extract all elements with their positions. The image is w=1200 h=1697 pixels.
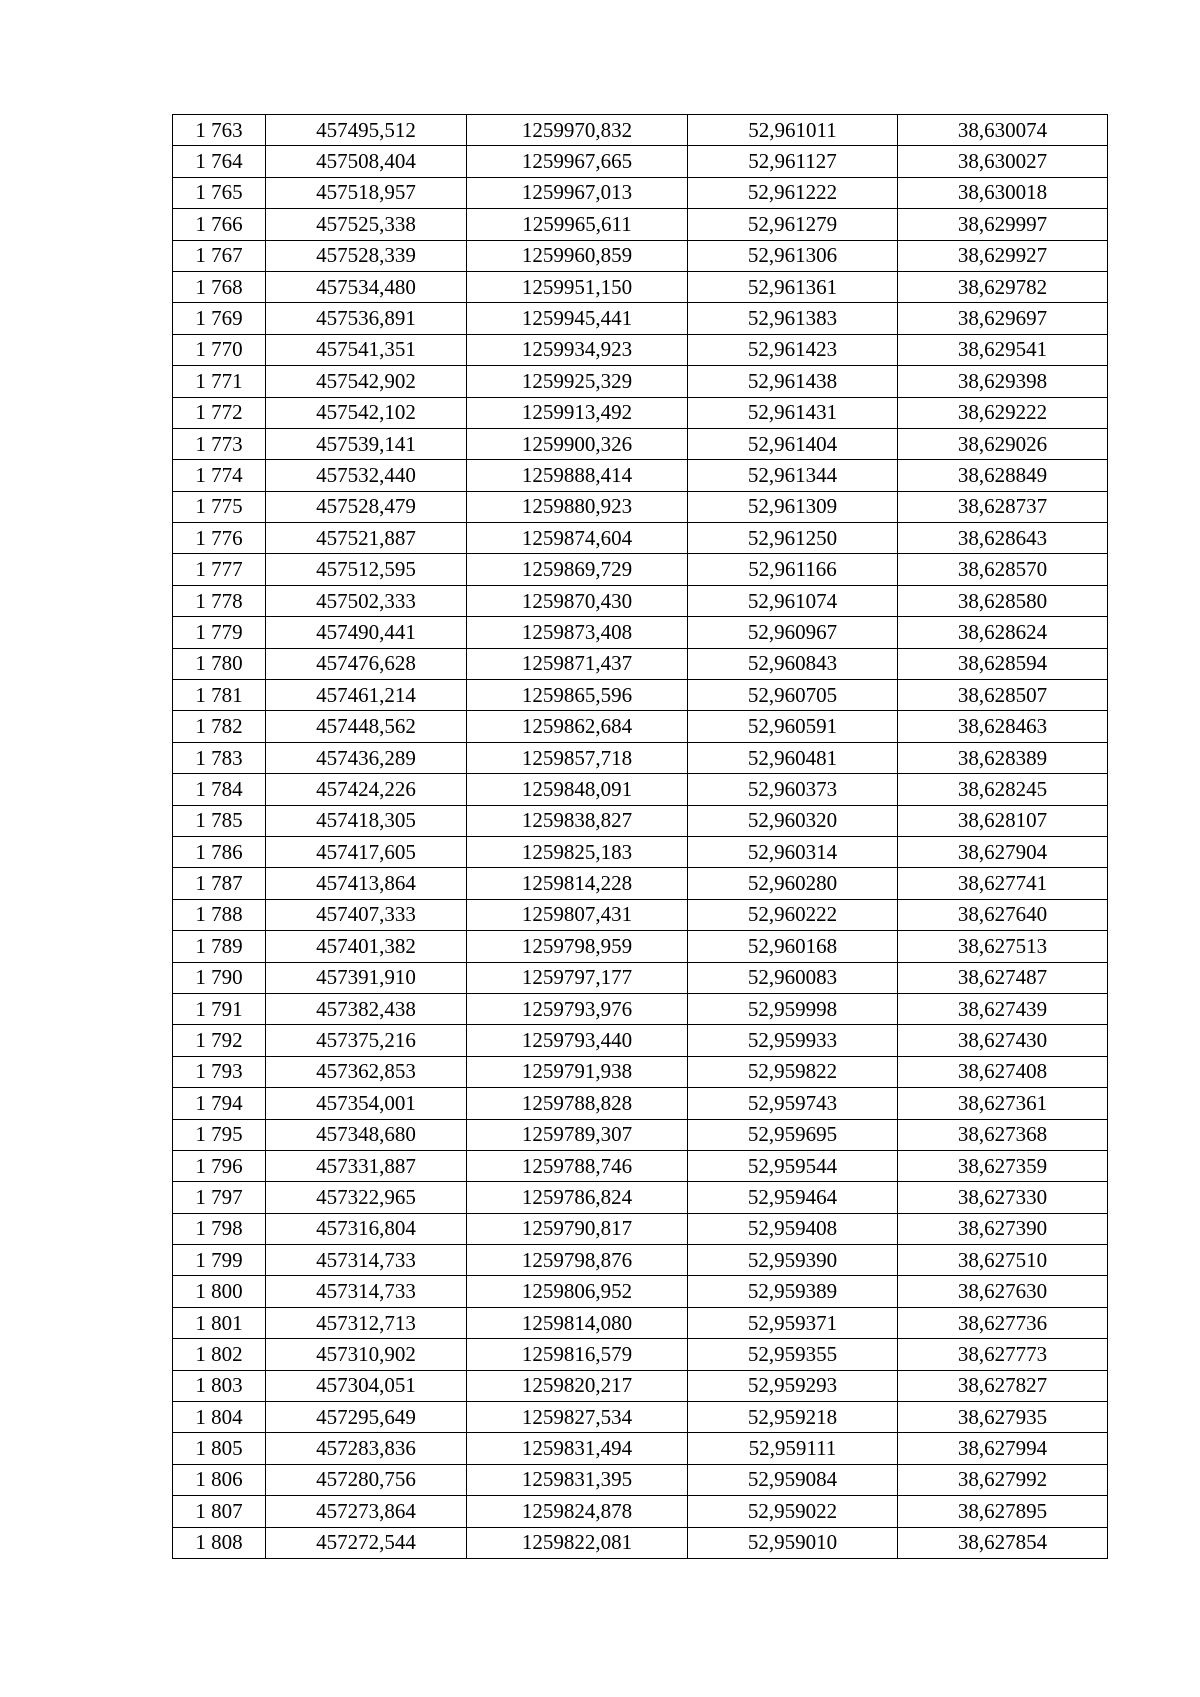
point-number-cell: 1 806 (173, 1464, 266, 1495)
point-number-cell: 1 790 (173, 962, 266, 993)
point-number-cell: 1 765 (173, 177, 266, 208)
x-coordinate-cell: 457418,305 (266, 805, 467, 836)
table-row (173, 334, 1108, 365)
y-coordinate-cell: 1259838,827 (467, 805, 688, 836)
longitude-cell: 38,627487 (898, 962, 1108, 993)
latitude-cell: 52,960168 (688, 931, 898, 962)
point-number-cell: 1 792 (173, 1025, 266, 1056)
point-number-cell: 1 791 (173, 993, 266, 1024)
point-number-cell: 1 780 (173, 648, 266, 679)
x-coordinate-cell: 457314,733 (266, 1245, 467, 1276)
point-number-cell: 1 785 (173, 805, 266, 836)
y-coordinate-cell: 1259790,817 (467, 1213, 688, 1244)
y-coordinate-cell: 1259820,217 (467, 1370, 688, 1401)
latitude-cell: 52,961011 (688, 115, 898, 146)
y-coordinate-cell: 1259862,684 (467, 711, 688, 742)
point-number-cell: 1 805 (173, 1433, 266, 1464)
table-row (173, 1150, 1108, 1181)
latitude-cell: 52,959743 (688, 1088, 898, 1119)
longitude-cell: 38,629697 (898, 303, 1108, 334)
latitude-cell: 52,960481 (688, 742, 898, 773)
x-coordinate-cell: 457310,902 (266, 1339, 467, 1370)
latitude-cell: 52,959218 (688, 1402, 898, 1433)
y-coordinate-cell: 1259806,952 (467, 1276, 688, 1307)
x-coordinate-cell: 457375,216 (266, 1025, 467, 1056)
table-row (173, 617, 1108, 648)
longitude-cell: 38,628643 (898, 523, 1108, 554)
y-coordinate-cell: 1259848,091 (467, 774, 688, 805)
coordinates-table-body (173, 115, 1108, 1559)
table-row (173, 523, 1108, 554)
y-coordinate-cell: 1259970,832 (467, 115, 688, 146)
y-coordinate-cell: 1259827,534 (467, 1402, 688, 1433)
longitude-cell: 38,630027 (898, 146, 1108, 177)
latitude-cell: 52,960280 (688, 868, 898, 899)
longitude-cell: 38,627361 (898, 1088, 1108, 1119)
x-coordinate-cell: 457424,226 (266, 774, 467, 805)
longitude-cell: 38,627773 (898, 1339, 1108, 1370)
y-coordinate-cell: 1259873,408 (467, 617, 688, 648)
point-number-cell: 1 777 (173, 554, 266, 585)
x-coordinate-cell: 457354,001 (266, 1088, 467, 1119)
latitude-cell: 52,959084 (688, 1464, 898, 1495)
x-coordinate-cell: 457273,864 (266, 1496, 467, 1527)
x-coordinate-cell: 457316,804 (266, 1213, 467, 1244)
table-row (173, 460, 1108, 491)
x-coordinate-cell: 457362,853 (266, 1056, 467, 1087)
y-coordinate-cell: 1259793,976 (467, 993, 688, 1024)
longitude-cell: 38,629398 (898, 366, 1108, 397)
latitude-cell: 52,960314 (688, 836, 898, 867)
longitude-cell: 38,627895 (898, 1496, 1108, 1527)
y-coordinate-cell: 1259788,746 (467, 1150, 688, 1181)
longitude-cell: 38,627994 (898, 1433, 1108, 1464)
y-coordinate-cell: 1259951,150 (467, 271, 688, 302)
point-number-cell: 1 795 (173, 1119, 266, 1150)
y-coordinate-cell: 1259807,431 (467, 899, 688, 930)
point-number-cell: 1 776 (173, 523, 266, 554)
latitude-cell: 52,961423 (688, 334, 898, 365)
x-coordinate-cell: 457295,649 (266, 1402, 467, 1433)
latitude-cell: 52,961438 (688, 366, 898, 397)
x-coordinate-cell: 457436,289 (266, 742, 467, 773)
latitude-cell: 52,961404 (688, 428, 898, 459)
y-coordinate-cell: 1259791,938 (467, 1056, 688, 1087)
latitude-cell: 52,959371 (688, 1307, 898, 1338)
point-number-cell: 1 800 (173, 1276, 266, 1307)
latitude-cell: 52,959544 (688, 1150, 898, 1181)
point-number-cell: 1 770 (173, 334, 266, 365)
point-number-cell: 1 769 (173, 303, 266, 334)
table-row (173, 1119, 1108, 1150)
table-row (173, 931, 1108, 962)
table-row (173, 428, 1108, 459)
latitude-cell: 52,961074 (688, 585, 898, 616)
longitude-cell: 38,627510 (898, 1245, 1108, 1276)
latitude-cell: 52,960843 (688, 648, 898, 679)
latitude-cell: 52,961361 (688, 271, 898, 302)
x-coordinate-cell: 457413,864 (266, 868, 467, 899)
longitude-cell: 38,627390 (898, 1213, 1108, 1244)
table-row (173, 1088, 1108, 1119)
latitude-cell: 52,959695 (688, 1119, 898, 1150)
table-row (173, 491, 1108, 522)
table-row (173, 397, 1108, 428)
x-coordinate-cell: 457525,338 (266, 209, 467, 240)
point-number-cell: 1 797 (173, 1182, 266, 1213)
table-row (173, 742, 1108, 773)
table-row (173, 115, 1108, 146)
longitude-cell: 38,628507 (898, 680, 1108, 711)
latitude-cell: 52,960373 (688, 774, 898, 805)
x-coordinate-cell: 457348,680 (266, 1119, 467, 1150)
table-row (173, 1464, 1108, 1495)
y-coordinate-cell: 1259789,307 (467, 1119, 688, 1150)
table-row (173, 1496, 1108, 1527)
x-coordinate-cell: 457461,214 (266, 680, 467, 711)
table-row (173, 554, 1108, 585)
point-number-cell: 1 767 (173, 240, 266, 271)
table-row (173, 1433, 1108, 1464)
table-row (173, 177, 1108, 208)
y-coordinate-cell: 1259831,395 (467, 1464, 688, 1495)
x-coordinate-cell: 457476,628 (266, 648, 467, 679)
latitude-cell: 52,959389 (688, 1276, 898, 1307)
table-row (173, 1370, 1108, 1401)
table-row (173, 868, 1108, 899)
y-coordinate-cell: 1259865,596 (467, 680, 688, 711)
x-coordinate-cell: 457534,480 (266, 271, 467, 302)
x-coordinate-cell: 457312,713 (266, 1307, 467, 1338)
latitude-cell: 52,961222 (688, 177, 898, 208)
x-coordinate-cell: 457304,051 (266, 1370, 467, 1401)
longitude-cell: 38,629997 (898, 209, 1108, 240)
latitude-cell: 52,959355 (688, 1339, 898, 1370)
table-row (173, 836, 1108, 867)
y-coordinate-cell: 1259880,923 (467, 491, 688, 522)
point-number-cell: 1 781 (173, 680, 266, 711)
point-number-cell: 1 794 (173, 1088, 266, 1119)
y-coordinate-cell: 1259831,494 (467, 1433, 688, 1464)
x-coordinate-cell: 457512,595 (266, 554, 467, 585)
point-number-cell: 1 772 (173, 397, 266, 428)
longitude-cell: 38,628737 (898, 491, 1108, 522)
point-number-cell: 1 807 (173, 1496, 266, 1527)
longitude-cell: 38,628389 (898, 742, 1108, 773)
latitude-cell: 52,961309 (688, 491, 898, 522)
point-number-cell: 1 803 (173, 1370, 266, 1401)
y-coordinate-cell: 1259825,183 (467, 836, 688, 867)
table-row (173, 899, 1108, 930)
longitude-cell: 38,628107 (898, 805, 1108, 836)
x-coordinate-cell: 457280,756 (266, 1464, 467, 1495)
y-coordinate-cell: 1259822,081 (467, 1527, 688, 1558)
longitude-cell: 38,627330 (898, 1182, 1108, 1213)
longitude-cell: 38,627368 (898, 1119, 1108, 1150)
x-coordinate-cell: 457283,836 (266, 1433, 467, 1464)
longitude-cell: 38,628624 (898, 617, 1108, 648)
y-coordinate-cell: 1259786,824 (467, 1182, 688, 1213)
longitude-cell: 38,627992 (898, 1464, 1108, 1495)
x-coordinate-cell: 457322,965 (266, 1182, 467, 1213)
longitude-cell: 38,627854 (898, 1527, 1108, 1558)
latitude-cell: 52,960591 (688, 711, 898, 742)
longitude-cell: 38,628463 (898, 711, 1108, 742)
point-number-cell: 1 784 (173, 774, 266, 805)
latitude-cell: 52,960222 (688, 899, 898, 930)
longitude-cell: 38,628849 (898, 460, 1108, 491)
longitude-cell: 38,628570 (898, 554, 1108, 585)
table-row (173, 1339, 1108, 1370)
y-coordinate-cell: 1259814,080 (467, 1307, 688, 1338)
latitude-cell: 52,961431 (688, 397, 898, 428)
table-row (173, 1182, 1108, 1213)
longitude-cell: 38,627741 (898, 868, 1108, 899)
latitude-cell: 52,959293 (688, 1370, 898, 1401)
latitude-cell: 52,960705 (688, 680, 898, 711)
longitude-cell: 38,627430 (898, 1025, 1108, 1056)
y-coordinate-cell: 1259925,329 (467, 366, 688, 397)
point-number-cell: 1 775 (173, 491, 266, 522)
table-row (173, 648, 1108, 679)
table-row (173, 1056, 1108, 1087)
y-coordinate-cell: 1259960,859 (467, 240, 688, 271)
longitude-cell: 38,630018 (898, 177, 1108, 208)
latitude-cell: 52,961166 (688, 554, 898, 585)
point-number-cell: 1 804 (173, 1402, 266, 1433)
table-row (173, 711, 1108, 742)
y-coordinate-cell: 1259967,013 (467, 177, 688, 208)
x-coordinate-cell: 457532,440 (266, 460, 467, 491)
x-coordinate-cell: 457518,957 (266, 177, 467, 208)
point-number-cell: 1 786 (173, 836, 266, 867)
y-coordinate-cell: 1259945,441 (467, 303, 688, 334)
x-coordinate-cell: 457417,605 (266, 836, 467, 867)
point-number-cell: 1 801 (173, 1307, 266, 1338)
table-row (173, 366, 1108, 397)
x-coordinate-cell: 457495,512 (266, 115, 467, 146)
latitude-cell: 52,961306 (688, 240, 898, 271)
y-coordinate-cell: 1259816,579 (467, 1339, 688, 1370)
coordinates-table (172, 114, 1108, 1559)
x-coordinate-cell: 457331,887 (266, 1150, 467, 1181)
point-number-cell: 1 787 (173, 868, 266, 899)
table-row (173, 240, 1108, 271)
latitude-cell: 52,959933 (688, 1025, 898, 1056)
point-number-cell: 1 802 (173, 1339, 266, 1370)
x-coordinate-cell: 457272,544 (266, 1527, 467, 1558)
y-coordinate-cell: 1259814,228 (467, 868, 688, 899)
longitude-cell: 38,629782 (898, 271, 1108, 302)
latitude-cell: 52,959998 (688, 993, 898, 1024)
y-coordinate-cell: 1259797,177 (467, 962, 688, 993)
x-coordinate-cell: 457490,441 (266, 617, 467, 648)
longitude-cell: 38,627640 (898, 899, 1108, 930)
y-coordinate-cell: 1259900,326 (467, 428, 688, 459)
longitude-cell: 38,627827 (898, 1370, 1108, 1401)
y-coordinate-cell: 1259793,440 (467, 1025, 688, 1056)
longitude-cell: 38,627359 (898, 1150, 1108, 1181)
latitude-cell: 52,961344 (688, 460, 898, 491)
point-number-cell: 1 771 (173, 366, 266, 397)
point-number-cell: 1 768 (173, 271, 266, 302)
latitude-cell: 52,959010 (688, 1527, 898, 1558)
latitude-cell: 52,960083 (688, 962, 898, 993)
point-number-cell: 1 798 (173, 1213, 266, 1244)
x-coordinate-cell: 457521,887 (266, 523, 467, 554)
point-number-cell: 1 799 (173, 1245, 266, 1276)
point-number-cell: 1 764 (173, 146, 266, 177)
latitude-cell: 52,959390 (688, 1245, 898, 1276)
x-coordinate-cell: 457539,141 (266, 428, 467, 459)
point-number-cell: 1 763 (173, 115, 266, 146)
y-coordinate-cell: 1259857,718 (467, 742, 688, 773)
latitude-cell: 52,961279 (688, 209, 898, 240)
table-row (173, 774, 1108, 805)
table-row (173, 1213, 1108, 1244)
point-number-cell: 1 783 (173, 742, 266, 773)
latitude-cell: 52,959111 (688, 1433, 898, 1464)
point-number-cell: 1 778 (173, 585, 266, 616)
longitude-cell: 38,629541 (898, 334, 1108, 365)
longitude-cell: 38,627408 (898, 1056, 1108, 1087)
y-coordinate-cell: 1259913,492 (467, 397, 688, 428)
x-coordinate-cell: 457528,339 (266, 240, 467, 271)
point-number-cell: 1 796 (173, 1150, 266, 1181)
table-row (173, 1402, 1108, 1433)
x-coordinate-cell: 457382,438 (266, 993, 467, 1024)
x-coordinate-cell: 457542,902 (266, 366, 467, 397)
table-row (173, 1307, 1108, 1338)
y-coordinate-cell: 1259967,665 (467, 146, 688, 177)
longitude-cell: 38,627513 (898, 931, 1108, 962)
longitude-cell: 38,627904 (898, 836, 1108, 867)
table-row (173, 1276, 1108, 1307)
y-coordinate-cell: 1259798,876 (467, 1245, 688, 1276)
table-row (173, 680, 1108, 711)
x-coordinate-cell: 457401,382 (266, 931, 467, 962)
latitude-cell: 52,960967 (688, 617, 898, 648)
longitude-cell: 38,628594 (898, 648, 1108, 679)
latitude-cell: 52,959464 (688, 1182, 898, 1213)
table-row (173, 585, 1108, 616)
point-number-cell: 1 808 (173, 1527, 266, 1558)
latitude-cell: 52,961127 (688, 146, 898, 177)
point-number-cell: 1 773 (173, 428, 266, 459)
x-coordinate-cell: 457502,333 (266, 585, 467, 616)
table-row (173, 1245, 1108, 1276)
x-coordinate-cell: 457542,102 (266, 397, 467, 428)
table-row (173, 209, 1108, 240)
x-coordinate-cell: 457508,404 (266, 146, 467, 177)
longitude-cell: 38,629026 (898, 428, 1108, 459)
point-number-cell: 1 789 (173, 931, 266, 962)
x-coordinate-cell: 457536,891 (266, 303, 467, 334)
y-coordinate-cell: 1259965,611 (467, 209, 688, 240)
longitude-cell: 38,630074 (898, 115, 1108, 146)
point-number-cell: 1 793 (173, 1056, 266, 1087)
longitude-cell: 38,627630 (898, 1276, 1108, 1307)
table-row (173, 146, 1108, 177)
longitude-cell: 38,627935 (898, 1402, 1108, 1433)
x-coordinate-cell: 457541,351 (266, 334, 467, 365)
y-coordinate-cell: 1259934,923 (467, 334, 688, 365)
table-row (173, 271, 1108, 302)
x-coordinate-cell: 457528,479 (266, 491, 467, 522)
table-row (173, 303, 1108, 334)
table-row (173, 993, 1108, 1024)
x-coordinate-cell: 457407,333 (266, 899, 467, 930)
point-number-cell: 1 782 (173, 711, 266, 742)
longitude-cell: 38,629927 (898, 240, 1108, 271)
longitude-cell: 38,628580 (898, 585, 1108, 616)
latitude-cell: 52,959408 (688, 1213, 898, 1244)
point-number-cell: 1 774 (173, 460, 266, 491)
latitude-cell: 52,959822 (688, 1056, 898, 1087)
y-coordinate-cell: 1259874,604 (467, 523, 688, 554)
point-number-cell: 1 788 (173, 899, 266, 930)
latitude-cell: 52,961250 (688, 523, 898, 554)
latitude-cell: 52,960320 (688, 805, 898, 836)
y-coordinate-cell: 1259888,414 (467, 460, 688, 491)
point-number-cell: 1 766 (173, 209, 266, 240)
longitude-cell: 38,627439 (898, 993, 1108, 1024)
x-coordinate-cell: 457448,562 (266, 711, 467, 742)
table-row (173, 1527, 1108, 1558)
longitude-cell: 38,629222 (898, 397, 1108, 428)
table-row (173, 962, 1108, 993)
point-number-cell: 1 779 (173, 617, 266, 648)
y-coordinate-cell: 1259870,430 (467, 585, 688, 616)
y-coordinate-cell: 1259869,729 (467, 554, 688, 585)
longitude-cell: 38,627736 (898, 1307, 1108, 1338)
y-coordinate-cell: 1259824,878 (467, 1496, 688, 1527)
latitude-cell: 52,959022 (688, 1496, 898, 1527)
table-row (173, 805, 1108, 836)
x-coordinate-cell: 457391,910 (266, 962, 467, 993)
y-coordinate-cell: 1259871,437 (467, 648, 688, 679)
longitude-cell: 38,628245 (898, 774, 1108, 805)
y-coordinate-cell: 1259788,828 (467, 1088, 688, 1119)
x-coordinate-cell: 457314,733 (266, 1276, 467, 1307)
table-row (173, 1025, 1108, 1056)
y-coordinate-cell: 1259798,959 (467, 931, 688, 962)
latitude-cell: 52,961383 (688, 303, 898, 334)
